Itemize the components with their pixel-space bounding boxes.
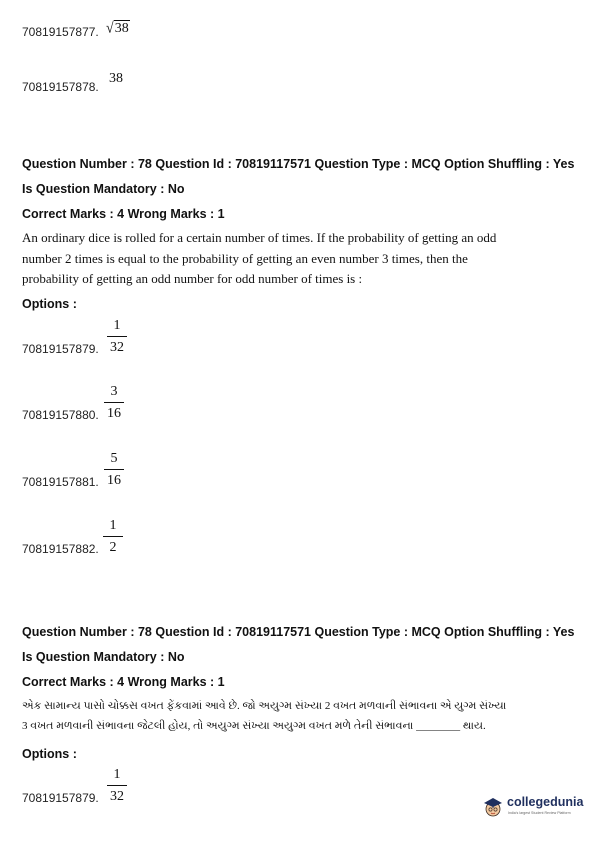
fraction-denominator: 32 <box>110 340 124 355</box>
options-label: Options : <box>22 297 77 311</box>
question-text-line: એક સામાન્ય પાસો ચોક્કસ વખત ફેંકવામાં આવે છે. જો અયુગ્મ સંખ્યા 2 વખત મળવાની સંભાવના એ યુગ્મ સંખ્યા <box>22 700 507 712</box>
question-text <box>22 228 582 290</box>
option-fraction <box>107 318 127 356</box>
logo-name: collegedunia <box>507 795 584 809</box>
fraction-denominator: 16 <box>107 473 121 488</box>
fraction-denominator: 32 <box>110 789 124 804</box>
collegedunia-logo <box>481 793 591 823</box>
fraction-numerator: 3 <box>110 384 118 399</box>
fraction-bar <box>103 536 123 537</box>
question-text-line: An ordinary dice is rolled for a certain number of times. If the probability of getting an odd <box>22 230 497 245</box>
option-fraction <box>104 384 124 422</box>
fraction-numerator: 1 <box>113 767 121 782</box>
option-value: 38 <box>109 71 123 86</box>
question-text-line: 3 વખત મળવાની સંભાવના જેટલી હોય, તો અયુગ્મ સંખ્યા અયુગ્મ વખત મળે તેની સંભાવના ________ થાય. <box>22 720 486 732</box>
question-header: Question Number : 78 Question Id : 70819117571 Question Type : MCQ Option Shuffling : Yes <box>22 625 575 639</box>
option-id: 70819157879. <box>22 791 99 805</box>
fraction-numerator: 1 <box>113 318 121 333</box>
option-id: 70819157878. <box>22 80 99 94</box>
options-label: Options : <box>22 747 77 761</box>
fraction-bar <box>104 469 124 470</box>
question-mandatory: Is Question Mandatory : No <box>22 650 185 664</box>
question-text-line: number 2 times is equal to the probability of getting an even number 3 times, then the <box>22 250 468 266</box>
fraction-numerator: 1 <box>109 518 117 533</box>
option-fraction <box>107 767 127 805</box>
question-text <box>22 696 582 736</box>
fraction-numerator: 5 <box>110 451 118 466</box>
question-marks: Correct Marks : 4 Wrong Marks : 1 <box>22 675 225 689</box>
option-id: 70819157881. <box>22 475 99 489</box>
fraction-denominator: 16 <box>107 406 121 421</box>
fraction-bar <box>107 336 127 337</box>
option-id: 70819157877. <box>22 25 99 39</box>
fraction-bar <box>107 785 127 786</box>
fraction-denominator: 2 <box>109 540 117 555</box>
option-id: 70819157879. <box>22 342 99 356</box>
question-header: Question Number : 78 Question Id : 70819117571 Question Type : MCQ Option Shuffling : Yes <box>22 157 575 171</box>
student-mascot-icon <box>481 794 505 818</box>
option-id: 70819157882. <box>22 542 99 556</box>
option-fraction <box>103 518 123 556</box>
option-row <box>0 0 595 39</box>
option-fraction <box>104 451 124 489</box>
fraction-bar <box>104 402 124 403</box>
logo-tagline: India's largest Student Review Platform <box>508 811 571 815</box>
question-mandatory: Is Question Mandatory : No <box>22 182 185 196</box>
question-marks: Correct Marks : 4 Wrong Marks : 1 <box>22 207 225 221</box>
option-id: 70819157880. <box>22 408 99 422</box>
question-text-line: probability of getting an odd number for odd number of times is : <box>22 271 363 286</box>
option-value-sqrt: √38 <box>106 20 129 37</box>
